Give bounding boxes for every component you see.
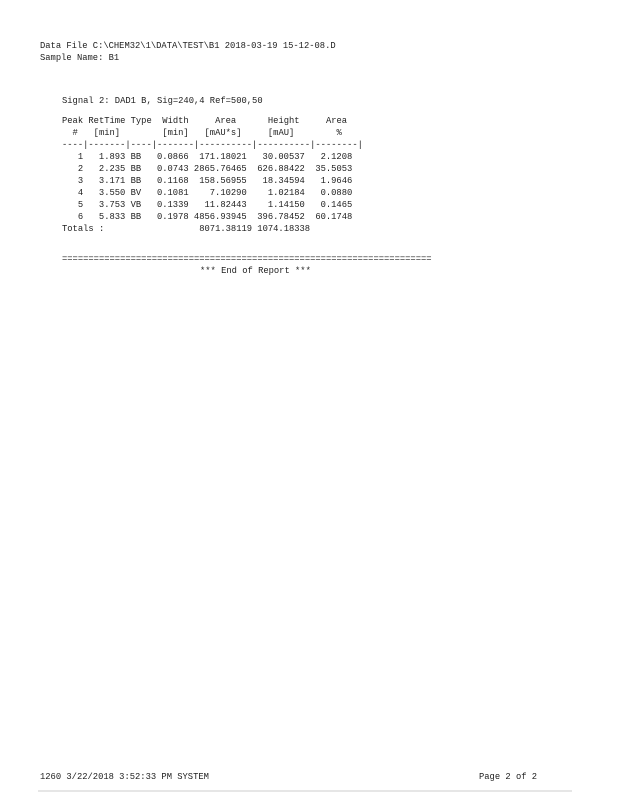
cell-peak: 6 xyxy=(77,212,84,222)
page-number: Page 2 of 2 xyxy=(479,772,538,782)
cell-rettime: 3.171 xyxy=(98,176,126,186)
end-of-report: *** End of Report *** xyxy=(200,266,311,276)
cell-area-pct: 1.9646 xyxy=(320,176,353,186)
cell-area: 158.56955 xyxy=(199,176,247,186)
cell-peak: 5 xyxy=(77,200,84,210)
table-row xyxy=(62,151,352,163)
cell-peak: 3 xyxy=(77,176,84,186)
cell-rettime: 3.753 xyxy=(98,200,126,210)
cell-area: 11.82443 xyxy=(204,200,247,210)
cell-area-pct: 35.5053 xyxy=(315,164,353,174)
cell-height: 396.78452 xyxy=(257,212,305,222)
cell-area-pct: 60.1748 xyxy=(315,212,353,222)
cell-area: 2865.76465 xyxy=(193,164,247,174)
cell-width: 0.1339 xyxy=(156,200,189,210)
table-row xyxy=(62,199,352,211)
footer-divider xyxy=(38,790,572,792)
cell-type: BB xyxy=(130,176,142,186)
cell-type: BV xyxy=(130,188,142,198)
totals-height: 1074.18338 xyxy=(257,224,311,234)
cell-height: 1.14150 xyxy=(267,200,305,210)
footer-info: 1260 3/22/2018 3:52:33 PM SYSTEM xyxy=(40,772,209,782)
cell-type: BB xyxy=(130,212,142,222)
cell-peak: 2 xyxy=(77,164,84,174)
cell-peak: 1 xyxy=(77,152,84,162)
cell-area: 7.10290 xyxy=(209,188,247,198)
cell-type: VB xyxy=(130,200,142,210)
cell-area-pct: 2.1208 xyxy=(320,152,353,162)
cell-rettime: 1.893 xyxy=(98,152,126,162)
cell-area-pct: 0.1465 xyxy=(320,200,353,210)
cell-width: 0.0743 xyxy=(156,164,189,174)
cell-area: 4856.93945 xyxy=(193,212,247,222)
cell-height: 626.88422 xyxy=(257,164,305,174)
table-row xyxy=(62,211,352,223)
table-header-line1: Peak RetTime Type Width Area Height Area xyxy=(62,116,348,126)
data-file-line: Data File C:\CHEM32\1\DATA\TEST\B1 2018-03-19 15-12-08.D xyxy=(40,41,336,51)
totals-row xyxy=(62,223,310,235)
cell-peak: 4 xyxy=(77,188,84,198)
table-header-line2: # [min] [min] [mAU*s] [mAU] % xyxy=(62,128,342,138)
cell-rettime: 5.833 xyxy=(98,212,126,222)
cell-width: 0.1081 xyxy=(156,188,189,198)
table-row xyxy=(62,175,352,187)
cell-height: 1.02184 xyxy=(267,188,305,198)
double-rule: ====================================================================== xyxy=(62,254,432,264)
table-row xyxy=(62,163,352,175)
cell-area-pct: 0.0880 xyxy=(320,188,353,198)
cell-width: 0.1168 xyxy=(156,176,189,186)
cell-width: 0.1978 xyxy=(156,212,189,222)
cell-type: BB xyxy=(130,164,142,174)
cell-height: 30.00537 xyxy=(262,152,305,162)
cell-rettime: 2.235 xyxy=(98,164,126,174)
table-row xyxy=(62,187,352,199)
cell-rettime: 3.550 xyxy=(98,188,126,198)
totals-label: Totals : xyxy=(62,224,105,234)
cell-type: BB xyxy=(130,152,142,162)
totals-area: 8071.38119 xyxy=(199,224,253,234)
cell-height: 18.34594 xyxy=(262,176,305,186)
cell-width: 0.0866 xyxy=(156,152,189,162)
signal-title: Signal 2: DAD1 B, Sig=240,4 Ref=500,50 xyxy=(62,96,263,106)
sample-name-line: Sample Name: B1 xyxy=(40,53,120,63)
cell-area: 171.18021 xyxy=(199,152,247,162)
table-separator: ----|-------|----|-------|----------|----------|--------| xyxy=(62,140,363,150)
